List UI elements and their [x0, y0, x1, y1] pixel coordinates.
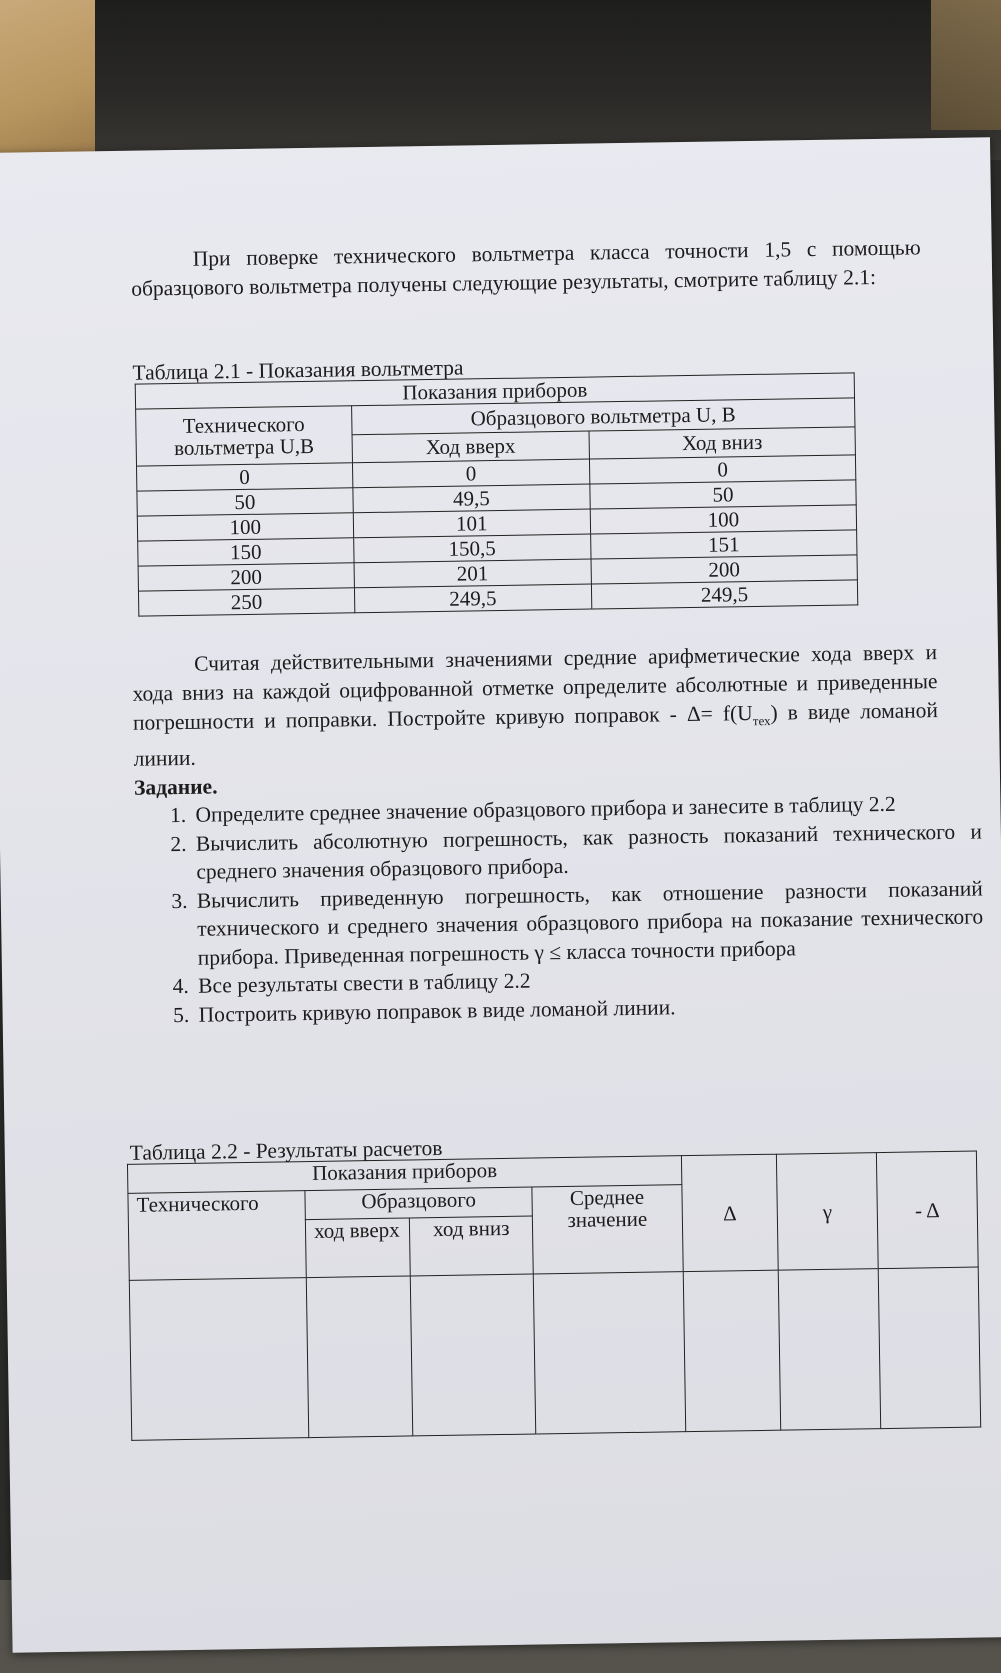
list-item: 5. Построить кривую поправок в виде ломаной линии.: [194, 988, 984, 1029]
table2-results: [127, 1151, 981, 1441]
table2-col-down: ход вниз: [410, 1216, 533, 1276]
table1-cell: 100: [590, 505, 856, 534]
table1-cell: 250: [138, 588, 354, 616]
table1-col-ref: Образцового вольтметра U, В: [351, 398, 855, 434]
table1-cell: 0: [589, 455, 855, 484]
table1-cell: 249,5: [354, 584, 592, 613]
table2-empty-cell: [683, 1270, 781, 1431]
wood-surface-right: [931, 0, 1001, 130]
table1-cell: 200: [591, 555, 857, 584]
table1-cell: 151: [591, 530, 857, 559]
table2-empty-cell: [411, 1274, 536, 1436]
subscript-tex: тех: [752, 713, 771, 729]
table2-empty-cell: [878, 1267, 980, 1429]
table2-empty-cell: [129, 1278, 309, 1441]
table1-cell: 150,5: [353, 534, 591, 563]
table2-col-neg-delta: - Δ: [876, 1151, 978, 1269]
background-top: [0, 0, 1001, 160]
table1-cell: 50: [590, 480, 856, 509]
table1-cell: 50: [137, 488, 353, 516]
table1-cell: 49,5: [353, 484, 591, 513]
table2-col-gamma: γ: [777, 1153, 879, 1271]
table1-col-up: Ход вверх: [352, 431, 590, 463]
table1-header-main: Показания приборов: [135, 373, 854, 409]
table2-col-tech: Технического: [128, 1191, 306, 1281]
table1-col-tech: Технического вольтметра U,В: [136, 406, 353, 466]
table1-cell: 150: [138, 538, 354, 566]
table1-cell: 201: [354, 559, 592, 588]
table2-col-delta: Δ: [681, 1154, 778, 1271]
instructions-paragraph: Считая действительными значениями средние арифметические хода вверх и хода вниз на каждой оцифрованной отметке определите абсолютные и приведенные погрешности и поправки. Постройте кривую поправок - $\Delta= f(U_{тех})$ в виде ломаной линии.: [132, 640, 939, 772]
table1-cell: 0: [352, 459, 590, 488]
task-list: [159, 788, 984, 1029]
table2-col-mean: Среднее значение: [532, 1185, 683, 1274]
list-item: 3. Вычислить приведенную погрешность, как отношение разности показаний технического и среднего значения образцового прибора на показание технического прибора. Приведенная погрешность γ ≤ класса точности прибора: [193, 874, 984, 972]
table2-empty-cell: [306, 1276, 413, 1438]
task-heading: Задание.: [133, 774, 218, 800]
table2-empty-cell: [778, 1269, 880, 1431]
intro-paragraph: При поверке технического вольтметра класса точности 1,5 с помощью образцового вольтметра получены следующие результаты, смотрите таблицу 2.1:: [131, 235, 921, 301]
table1-cell: 249,5: [591, 580, 857, 609]
list-item: 1. Определите среднее значение образцового прибора и занесите в таблицу 2.2: [191, 788, 981, 829]
table1-col-down: Ход вниз: [589, 426, 855, 459]
paper-sheet: [0, 137, 1001, 1653]
table2-empty-cell: [533, 1272, 685, 1434]
table2-col-up: ход вверх: [305, 1218, 410, 1278]
table-row: [129, 1267, 980, 1440]
table2-caption: Таблица 2.2 - Результаты расчетов: [129, 1135, 443, 1165]
table1-voltmeter-readings: [135, 372, 859, 616]
table2-header-main: Показания приборов: [127, 1156, 681, 1194]
list-item: 2. Вычислить абсолютную погрешность, как разность показаний технического и среднего значения образцового прибора.: [192, 817, 983, 886]
list-item: 4. Все результаты свести в таблицу 2.2: [194, 959, 984, 1000]
table1-cell: 200: [138, 563, 354, 591]
table1-caption: Таблица 2.1 - Показания вольтметра: [132, 355, 464, 385]
table1-cell: 100: [137, 513, 353, 541]
table1-cell: 101: [353, 509, 591, 538]
wood-surface: [0, 0, 95, 160]
table2-col-ref: Образцового: [305, 1187, 532, 1220]
table1-cell: 0: [137, 463, 353, 491]
